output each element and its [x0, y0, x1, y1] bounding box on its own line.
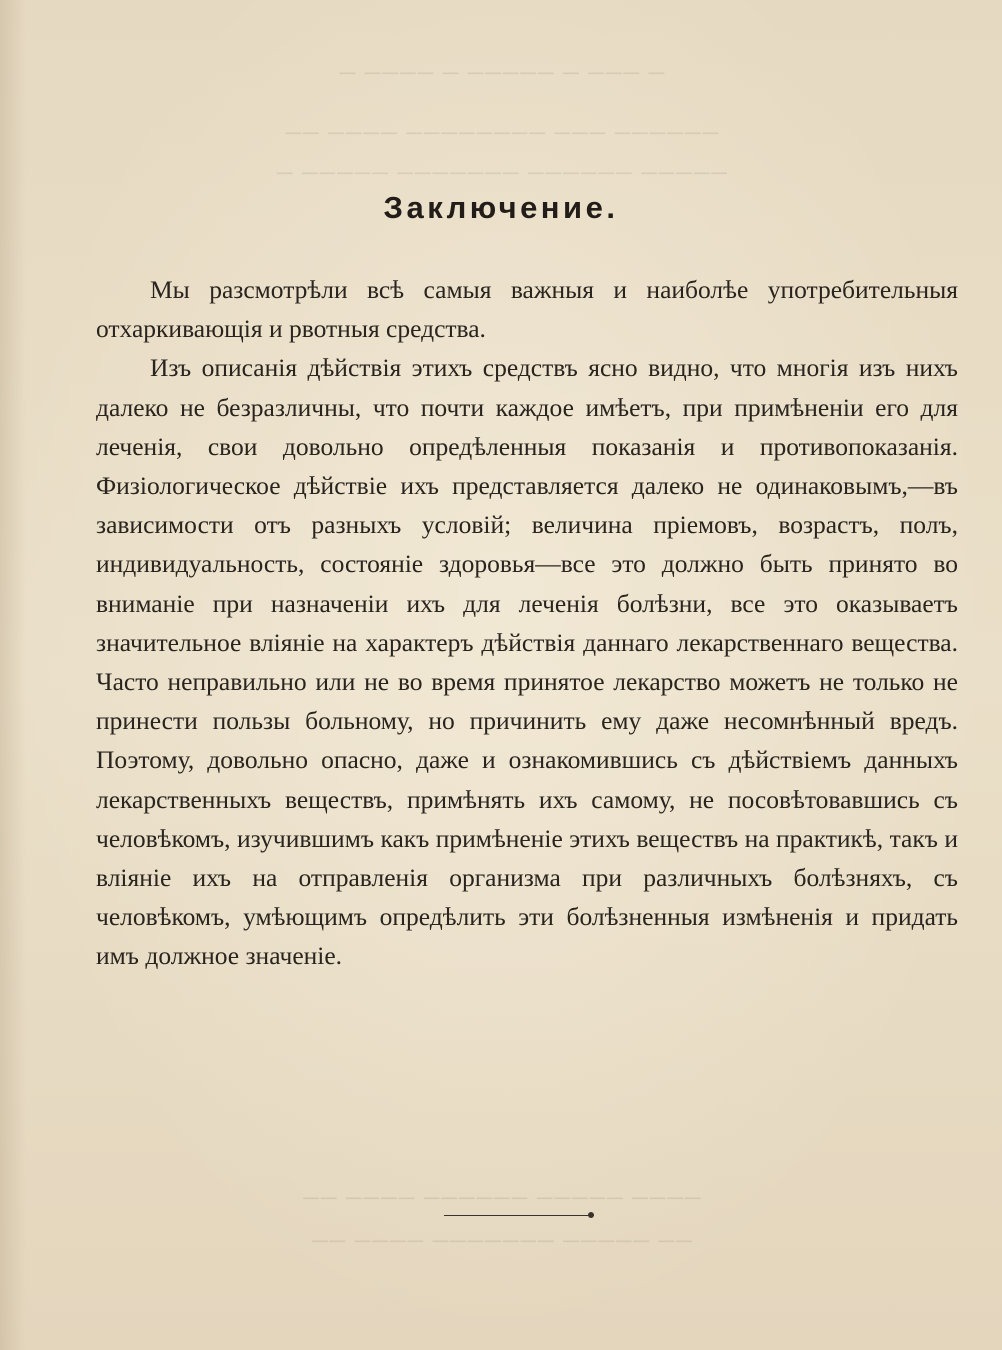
chapter-title: Заключение. [383, 190, 619, 225]
bleed-through-texture: ────── ─── ──────── ──── ── [283, 120, 719, 145]
bleed-through-texture: ──── ───── ────── ──── ── [301, 1185, 701, 1210]
closing-rule-ornament [588, 1212, 594, 1218]
bleed-through-texture: ── ───── ─────── ──── ── [310, 1228, 692, 1253]
chapter-body [96, 270, 958, 976]
bleed-through-texture: ───── ────── ─────── ───── ─ [274, 160, 728, 185]
closing-rule [444, 1215, 594, 1216]
paragraph: Мы разсмотрѣли всѣ самыя важныя и наиболѣе употребительныя отхаркивающія и рвотныя средства. [96, 275, 958, 344]
paragraph: Изъ описанія дѣйствія этихъ средствъ ясно видно, что многія изъ нихъ далеко не безразличны, что почти каждое имѣетъ, при примѣненіи его для леченія, свои довольно опредѣленныя показанія и противопоказанія. Физіологическое дѣйствіе ихъ представляется далеко не одинаковымъ,—въ зависимости отъ разныхъ условій; величина пріемовъ, возрастъ, полъ, индивидуальность, состояніе здоровья—все это должно быть принято во вниманіе при назначеніи ихъ для леченія болѣзни, все это оказываетъ значительное вліяніе на характеръ дѣйствія даннаго лекарственнаго вещества. Часто неправильно или не во время принятое лекарство можетъ не только не принести пользы больному, но причинить ему даже несомнѣнный вредъ. Поэтому, довольно опасно, даже и ознакомившись съ дѣйствіемъ данныхъ лекарственныхъ веществъ, примѣнять ихъ самому, не посовѣтовавшись съ человѣкомъ, изучившимъ какъ примѣненіе этихъ веществъ на практикѣ, такъ и вліяніе ихъ на отправленія организма при различныхъ болѣзняхъ, съ человѣкомъ, умѣющимъ опредѣлить эти болѣзненныя измѣненія и придать имъ должное значеніе. [96, 353, 958, 971]
bleed-through-texture: ─ ─── ─ ───── ─ ──── ─ [337, 60, 665, 85]
